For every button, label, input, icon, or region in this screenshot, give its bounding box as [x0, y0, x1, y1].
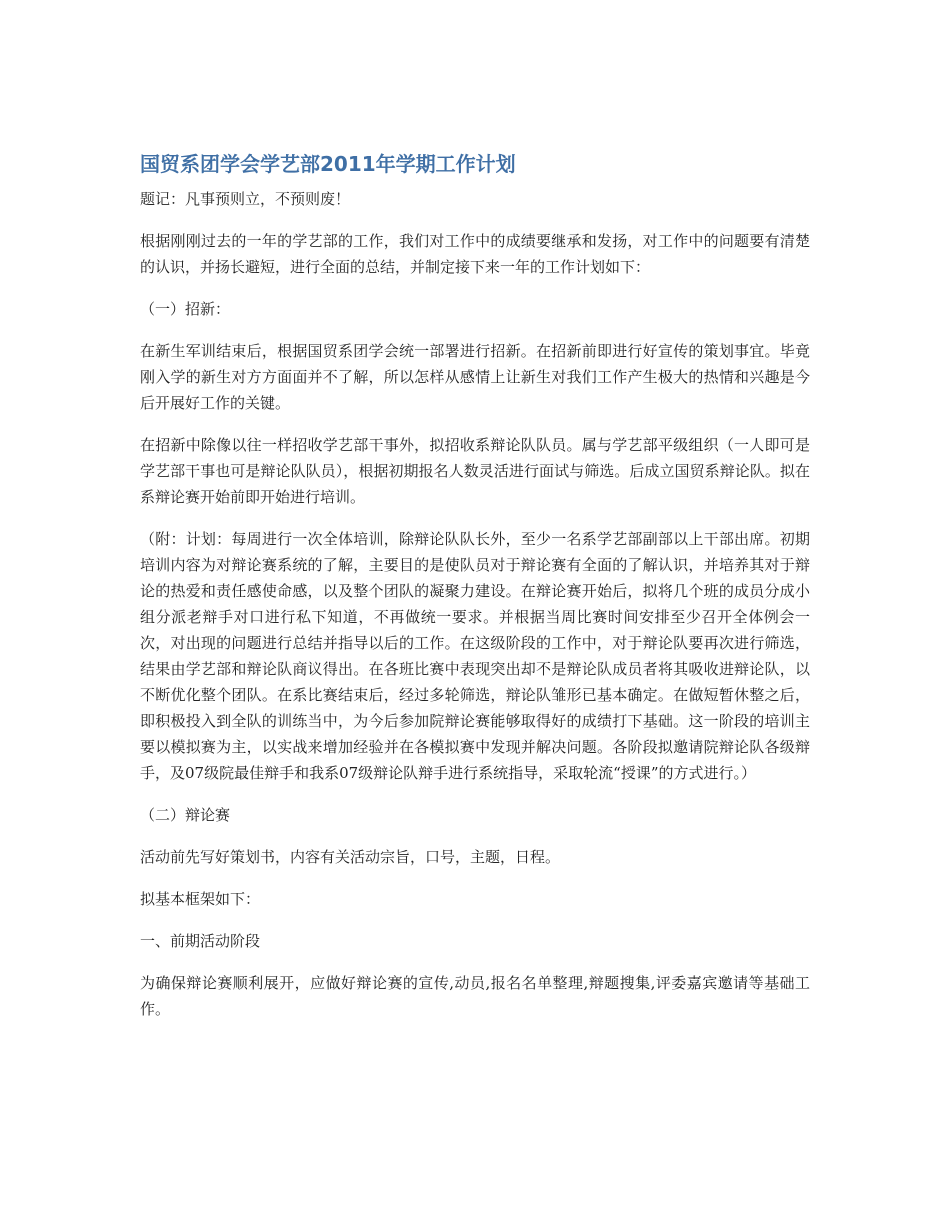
- recruitment-paragraph-2: 在招新中除像以往一样招收学艺部干事外，拟招收系辩论队队员。属与学艺部平级组织（一人即可是学艺部干事也可是辩论队队员），根据初期报名人数灵活进行面试与筛选。后成立国贸系辩论队。拟在系辩论赛开始前即开始进行培训。: [140, 436, 810, 506]
- document-page: [140, 148, 810, 1038]
- document-title: 国贸系团学会学艺部2011年学期工作计划: [140, 152, 516, 176]
- recruitment-plan-paragraph: （附：计划：每周进行一次全体培训，除辩论队队长外，至少一名系学艺部副部以上干部出席。初期培训内容为对辩论赛系统的了解，主要目的是使队员对于辩论赛有全面的了解认识，并培养其对于辩论的热爱和责任感使命感，以及整个团队的凝聚力建设。在辩论赛开始后，拟将几个班的成员分成小组分派老辩手对口进行私下知道，不再做统一要求。并根据当周比赛时间安排至少召开全体例会一次，对出现的问题进行总结并指导以后的工作。在这级阶段的工作中，对于辩论队要再次进行筛选，结果由学艺部和辩论队商议得出。在各班比赛中表现突出却不是辩论队成员者将其吸收进辩论队，以不断优化整个团队。在系比赛结束后，经过多轮筛选，辩论队雏形已基本确定。在做短暂休整之后，即积极投入到全队的训练当中，为今后参加院辩论赛能够取得好的成绩打下基础。这一阶段的培训主要以模拟赛为主，以实战来增加经验并在各模拟赛中发现并解决问题。各阶段拟邀请院辩论队各级辩手，及07级院最佳辩手和我系07级辩论队辩手进行系统指导，采取轮流“授课”的方式进行。）: [140, 530, 810, 782]
- debate-subheading-phase-1: 一、前期活动阶段: [140, 932, 261, 950]
- section-recruitment-heading: （一）招新：: [140, 300, 231, 318]
- debate-paragraph-2: 拟基本框架如下：: [140, 890, 261, 908]
- recruitment-paragraph-1: 在新生军训结束后，根据国贸系团学会统一部署进行招新。在招新前即进行好宣传的策划事宜。毕竟刚入学的新生对方方面面并不了解，所以怎样从感情上让新生对我们工作产生极大的热情和兴趣是今后开展好工作的关键。: [140, 342, 810, 412]
- intro-paragraph: 根据刚刚过去的一年的学艺部的工作，我们对工作中的成绩要继承和发扬，对工作中的问题要有清楚的认识，并扬长避短，进行全面的总结，并制定接下来一年的工作计划如下：: [140, 232, 810, 276]
- debate-paragraph-3: 为确保辩论赛顺利展开，应做好辩论赛的宣传,动员,报名名单整理,辩题搜集,评委嘉宾邀请等基础工作。: [140, 974, 810, 1018]
- debate-paragraph-1: 活动前先写好策划书，内容有关活动宗旨，口号，主题，日程。: [140, 848, 561, 866]
- epigraph: 题记：凡事预则立，不预则废！: [140, 190, 351, 208]
- section-debate-heading: （二）辩论赛: [140, 806, 231, 824]
